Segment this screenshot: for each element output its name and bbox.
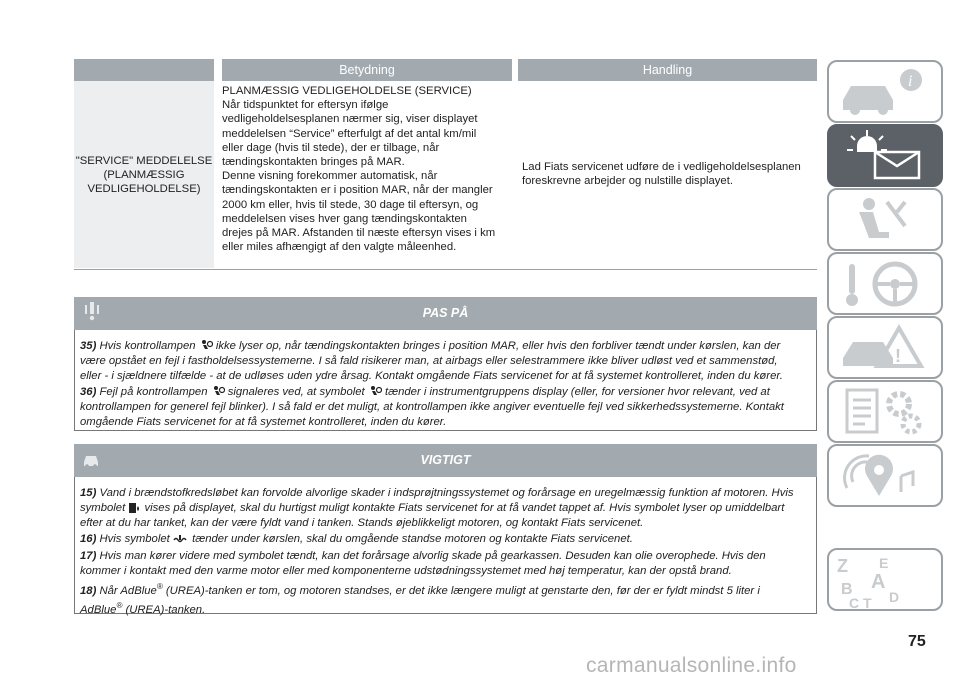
table-header-action: Handling xyxy=(518,59,817,81)
important-paragraph-16: 16) Hvis symbolet tænder under kørslen, skal du omgående standse motoren og kontakte Fiats servicenet. xyxy=(80,533,633,545)
tab-car-info[interactable] xyxy=(827,60,943,123)
svg-text:!: ! xyxy=(895,346,901,366)
important-paragraph-17: 17) Hvis man kører videre med symbolet tændt, kan det forårsage alvorlig skade på gearkassen. Desuden kan olie overophede. Hvis den kommer i kontakt med den varme motor eller med komponenterne udstødningssystemet med høj temperatur, kan der opstå brand. xyxy=(80,550,766,577)
tab-starting-driving[interactable] xyxy=(827,252,943,315)
svg-text:B: B xyxy=(841,581,853,598)
svg-text:E: E xyxy=(879,555,889,571)
airbag-warning-icon xyxy=(199,339,213,353)
important-paragraph-15: 15) Vand i brændstofkredsløbet kan forvolde alvorlige skader i indsprøjtningssystemet og forårsage en uregelmæssig funktion af motoren. Hvis symbolet vises på displayet, skal du hurtigst muligt kontakte Fiats servicenet for at få vandet tappet af. Hvis symbolet lyser op umiddelbart efter at du har tanket, kan der være fyldt vand i tanken. Stands øjeblikkeligt motoren, og kontakt Fiats servicenet. xyxy=(80,487,794,529)
emergency-triangle-icon xyxy=(829,318,941,377)
svg-text:i: i xyxy=(908,73,913,90)
caution-paragraph-35: 35) Hvis kontrollampen ikke lyser op, når tændingskontakten bringes i position MAR, eller hvis den forbliver tændt under kørslen, kan der være opstået en fejl i fastholdelsessystemerne. I så fald risikerer man, at airbags eller selestrammere ikke bliver udløst ved et sammenstød, eller - i sjældnere tilfælde - at de udløses uden ydre årsag. Kontakt omgående Fiats servicenet for at få systemet kontrolleret, inden du kører. xyxy=(80,340,783,382)
maintenance-gear-icon xyxy=(829,382,941,441)
alphabetical-index-icon xyxy=(829,550,941,609)
table-header-meaning: Betydning xyxy=(222,59,512,81)
seat-airbag-icon xyxy=(829,190,941,249)
page-number: 75 xyxy=(908,633,926,650)
svg-text:Z: Z xyxy=(837,556,848,576)
watermark: carmanualsonline.info xyxy=(586,654,797,677)
tab-multimedia[interactable] xyxy=(827,444,943,507)
airbag-warning-icon xyxy=(211,385,225,399)
warning-lights-message-icon xyxy=(829,126,941,185)
table-cell-action: Lad Fiats servicenet udføre de i vedligeholdelsesplanen foreskrevne arbejder og nulstille displayet. xyxy=(522,161,801,188)
caution-title: PAS PÅ xyxy=(422,306,469,320)
radio-navigation-icon xyxy=(829,446,941,505)
car-info-icon xyxy=(829,62,941,121)
table-row-divider xyxy=(74,269,817,270)
tab-safety[interactable] xyxy=(827,188,943,251)
oil-temperature-icon xyxy=(173,534,189,544)
svg-text:T: T xyxy=(863,595,872,609)
tab-emergency[interactable] xyxy=(827,316,943,379)
caution-paragraph-36: 36) Fejl på kontrollampen signaleres ved, at symbolet tænder i instrumentgruppens display (eller, for versioner hvor relevant, ved at kontrollampen for generel fejl blinker). I så fald er det muligt, at kontrollampen ikke angiver eventuelle fejl ved sikkerhedssystemerne. Kontakt omgående Fiats servicenet for at få systemet kontrolleret, inden du kører. xyxy=(80,386,784,428)
table-cell-meaning: PLANMÆSSIG VEDLIGEHOLDELSE (SERVICE) Når tidspunktet for eftersyn ifølge vedligeholdelsesplanen nærmer sig, viser displayet meddelelsen “Service” efterfulgt af det antal km/mil eller dage (hvis til stede), der er tilbage, når tændingskontakten bringes på MAR. Denne visning forekommer automatisk, når tændingskontakten er i position MAR, når der mangler 2000 km eller, hvis til stede, 30 dage til eftersyn, og meddelelsen vises hver gang tændingskontakten drejes på MAR. Afstanden til næste eftersyn vises i km eller miles afhængigt af den valgte måleenhed. xyxy=(222,85,496,254)
tab-warning-lights[interactable] xyxy=(827,124,943,187)
key-steering-wheel-icon xyxy=(829,254,941,313)
airbag-warning-icon xyxy=(368,385,382,399)
table-row-label: "SERVICE" MEDDELELSE (PLANMÆSSIG VEDLIGEHOLDELSE) xyxy=(74,81,214,268)
important-title: VIGTIGT xyxy=(420,453,471,467)
water-in-fuel-icon xyxy=(128,501,141,515)
svg-text:C: C xyxy=(849,595,860,609)
tab-index[interactable] xyxy=(827,548,943,611)
svg-text:D: D xyxy=(889,589,900,605)
svg-text:A: A xyxy=(871,571,886,593)
important-paragraph-18: 18) Når AdBlue® (UREA)-tanken er tom, og motoren standses, er det ikke længere muligt at genstarte den, før der er fyldt mindst 5 liter i AdBlue® (UREA)-tanken. xyxy=(80,582,760,616)
tab-maintenance[interactable] xyxy=(827,380,943,443)
table-header-blank xyxy=(74,59,214,81)
